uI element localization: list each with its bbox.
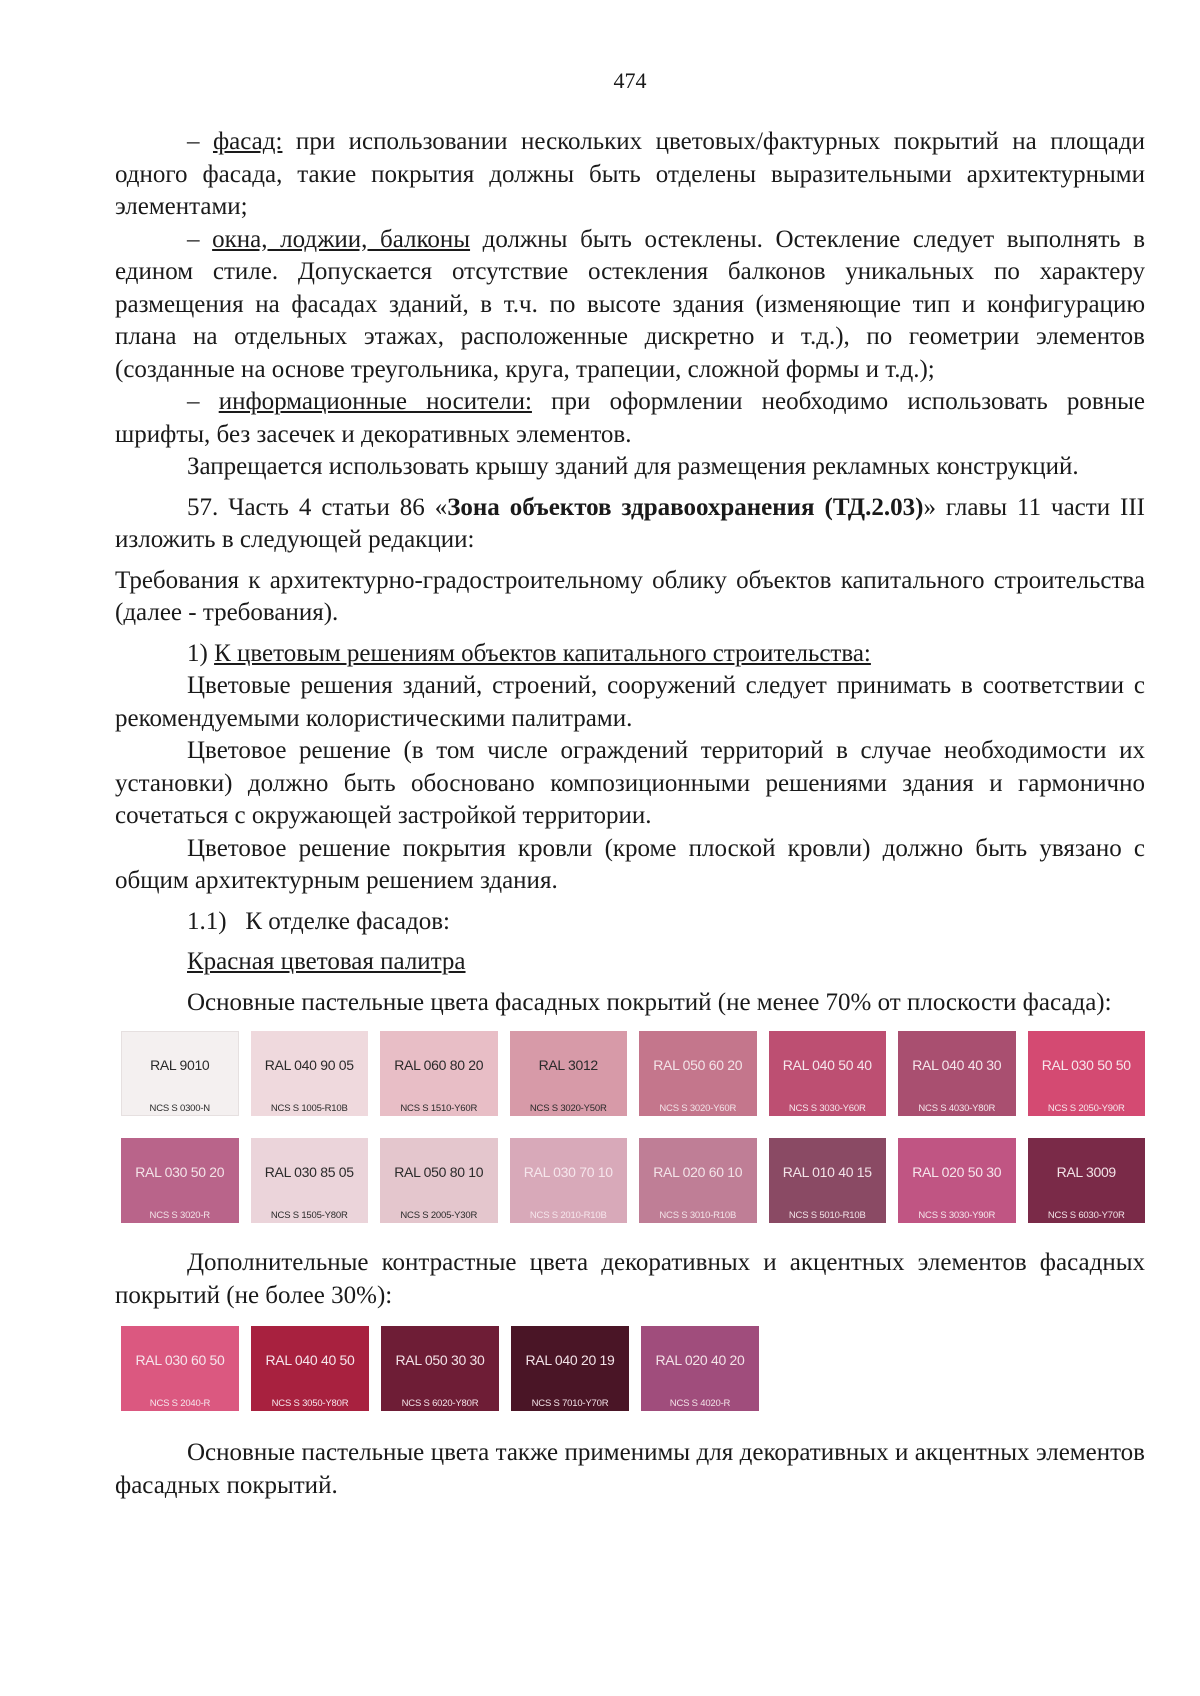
- item-number: 1): [187, 639, 215, 667]
- paragraph-text: при использовании нескольких цветовых/фактурных покрытий на площади одного фасада, такие покрытия должны быть отделены выразительными архитектурными элементами;: [115, 128, 1145, 220]
- paragraph-text: » главы 11 части III изложить в следующей редакции:: [115, 493, 1145, 553]
- swatch-ncs-code: NCS S 3010-R10B: [659, 1209, 737, 1221]
- swatch-ral-code: RAL 030 50 50: [1041, 1057, 1131, 1073]
- swatch-ncs-code: NCS S 4030-Y80R: [918, 1102, 996, 1114]
- item-1-1-heading: 1.1) К отделке фасадов:: [187, 907, 450, 935]
- swatch-ral-code: RAL 040 90 05: [264, 1057, 354, 1073]
- page-number: 474: [613, 68, 647, 93]
- paragraph-color-2: Цветовое решение (в том числе ограждений территорий в случае необходимости их установки) должно быть обосновано композиционными решениями здания и гармонично сочетаться с окружающей застройкой территории.: [115, 737, 1145, 829]
- swatch-ncs-code: NCS S 6030-Y70R: [1047, 1209, 1125, 1221]
- swatch-ral-code: RAL 030 85 05: [264, 1164, 354, 1180]
- swatch-ncs-code: NCS S 3020-Y50R: [529, 1102, 607, 1114]
- color-swatch: [769, 1031, 887, 1116]
- color-swatch: [639, 1138, 757, 1223]
- item-label: К цветовым решениям объектов капитального строительства:: [214, 639, 871, 667]
- color-swatch: [510, 1031, 628, 1116]
- swatch-ral-code: RAL 020 50 30: [912, 1164, 1002, 1180]
- term-info-media: информационные носители:: [218, 388, 532, 415]
- swatch-ncs-code: NCS S 2050-Y90R: [1047, 1102, 1125, 1114]
- color-swatch: [121, 1138, 239, 1223]
- swatch-ral-code: RAL 040 50 40: [782, 1057, 872, 1073]
- swatch-ncs-code: NCS S 1510-Y60R: [400, 1102, 478, 1114]
- swatch-ral-code: RAL 050 80 10: [394, 1164, 484, 1180]
- paragraph-facade: [115, 126, 1145, 224]
- swatch-ncs-code: NCS S 3020-R: [149, 1209, 210, 1221]
- paragraph-info-media: [115, 386, 1145, 451]
- document-body: [115, 126, 1145, 1502]
- color-swatch: [639, 1031, 757, 1116]
- color-swatch: [898, 1031, 1016, 1116]
- swatch-ncs-code: NCS S 6020-Y80R: [401, 1397, 479, 1409]
- swatch-ral-code: RAL 3009: [1056, 1164, 1116, 1180]
- paragraph-extra-colors: Дополнительные контрастные цвета декоративных и акцентных элементов фасадных покрытий (не более 30%):: [115, 1249, 1145, 1309]
- paragraph-color-3: Цветовое решение покрытия кровли (кроме плоской кровли) должно быть увязано с общим архитектурным решением здания.: [115, 834, 1145, 894]
- color-swatch: [769, 1138, 887, 1223]
- swatch-ncs-code: NCS S 0300-N: [149, 1102, 210, 1114]
- paragraph-text: должны быть остеклены. Остекление следует выполнять в едином стиле. Допускается отсутствие остекления балконов уникальных по характеру размещения на фасадах зданий, в т.ч. по высоте здания (изменяющие тип и конфигурацию плана на отдельных этажах, расположенные дискретно и т.д.), по геометрии элементов (созданные на основе треугольника, круга, трапеции, сложной формы и т.д.);: [115, 225, 1146, 383]
- swatch-ral-code: RAL 9010: [150, 1057, 210, 1073]
- swatch-ncs-code: NCS S 2010-R10B: [529, 1209, 607, 1221]
- swatch-ncs-code: NCS S 3050-Y80R: [271, 1397, 349, 1409]
- swatch-ncs-code: NCS S 2005-Y30R: [400, 1209, 478, 1221]
- swatch-ral-code: RAL 050 30 30: [395, 1352, 485, 1368]
- swatch-ral-code: RAL 040 40 30: [912, 1057, 1002, 1073]
- list-marker: –: [187, 128, 213, 155]
- color-swatch: [510, 1138, 628, 1223]
- swatch-ral-code: RAL 010 40 15: [782, 1164, 872, 1180]
- paragraph-color-1: Цветовые решения зданий, строений, сооружений следует принимать в соответствии с рекомендуемыми колористическими палитрами.: [115, 672, 1145, 732]
- swatch-ncs-code: NCS S 1005-R10B: [270, 1102, 348, 1114]
- palette-title: [115, 946, 1145, 979]
- color-swatch: [641, 1326, 759, 1411]
- swatch-ral-code: RAL 030 60 50: [135, 1352, 225, 1368]
- swatch-ncs-code: NCS S 3020-Y60R: [659, 1102, 737, 1114]
- swatch-ncs-code: NCS S 5010-R10B: [788, 1209, 866, 1221]
- color-swatch: [1028, 1138, 1146, 1223]
- color-swatch: [380, 1138, 498, 1223]
- swatch-ncs-code: NCS S 1505-Y80R: [270, 1209, 348, 1221]
- list-marker: –: [187, 225, 213, 253]
- color-swatch: [898, 1138, 1016, 1223]
- paragraph-main-colors: Основные пастельные цвета фасадных покрытий (не менее 70% от плоскости фасада):: [187, 988, 1112, 1016]
- color-swatch: [381, 1326, 499, 1411]
- paragraph-text: 57. Часть 4 статьи 86 «: [187, 493, 448, 521]
- term-facade: фасад:: [212, 128, 283, 155]
- swatch-row-extra: [121, 1326, 1145, 1411]
- color-swatch: [1028, 1031, 1146, 1116]
- swatch-row-main-1: [121, 1031, 1145, 1116]
- swatch-ral-code: RAL 020 60 10: [653, 1164, 743, 1180]
- paragraph-final: Основные пастельные цвета также применимы для декоративных и акцентных элементов фасадных покрытий.: [115, 1439, 1145, 1499]
- zone-title: Зона объектов здравоохранения (ТД.2.03): [447, 493, 924, 521]
- term-windows: окна, лоджии, балконы: [212, 225, 471, 253]
- swatch-ral-code: RAL 040 20 19: [525, 1352, 615, 1368]
- swatch-ral-code: RAL 030 70 10: [523, 1164, 613, 1180]
- swatch-row-main-2: [121, 1138, 1145, 1223]
- swatch-ncs-code: NCS S 4020-R: [669, 1397, 731, 1409]
- color-swatch: [251, 1326, 369, 1411]
- paragraph-57: [115, 492, 1145, 557]
- swatch-ral-code: RAL 030 50 20: [135, 1164, 225, 1180]
- color-swatch: [121, 1031, 239, 1116]
- swatch-ral-code: RAL 050 60 20: [653, 1057, 743, 1073]
- paragraph-text: при оформлении необходимо использовать ровные шрифты, без засечек и декоративных элементов.: [115, 388, 1145, 448]
- swatch-ral-code: RAL 060 80 20: [394, 1057, 484, 1073]
- paragraph-roof: Запрещается использовать крышу зданий для размещения рекламных конструкций.: [187, 453, 1079, 480]
- swatch-ncs-code: NCS S 7010-Y70R: [531, 1397, 609, 1409]
- item-1-heading: [115, 638, 1145, 671]
- paragraph-requirements: Требования к архитектурно-градостроительному облику объектов капитального строительства (далее - требования).: [115, 566, 1145, 626]
- color-swatch: [511, 1326, 629, 1411]
- swatch-ncs-code: NCS S 3030-Y90R: [918, 1209, 996, 1221]
- swatch-ral-code: RAL 3012: [538, 1057, 598, 1073]
- color-swatch: [251, 1031, 369, 1116]
- color-swatch: [380, 1031, 498, 1116]
- swatch-ral-code: RAL 040 40 50: [265, 1352, 355, 1368]
- swatch-ncs-code: NCS S 3030-Y60R: [788, 1102, 866, 1114]
- palette-title-text: Красная цветовая палитра: [187, 948, 466, 975]
- list-marker: –: [187, 388, 219, 415]
- color-swatch: [121, 1326, 239, 1411]
- swatch-ral-code: RAL 020 40 20: [655, 1352, 745, 1368]
- paragraph-windows: [115, 224, 1145, 387]
- swatch-ncs-code: NCS S 2040-R: [149, 1397, 211, 1409]
- color-swatch: [251, 1138, 369, 1223]
